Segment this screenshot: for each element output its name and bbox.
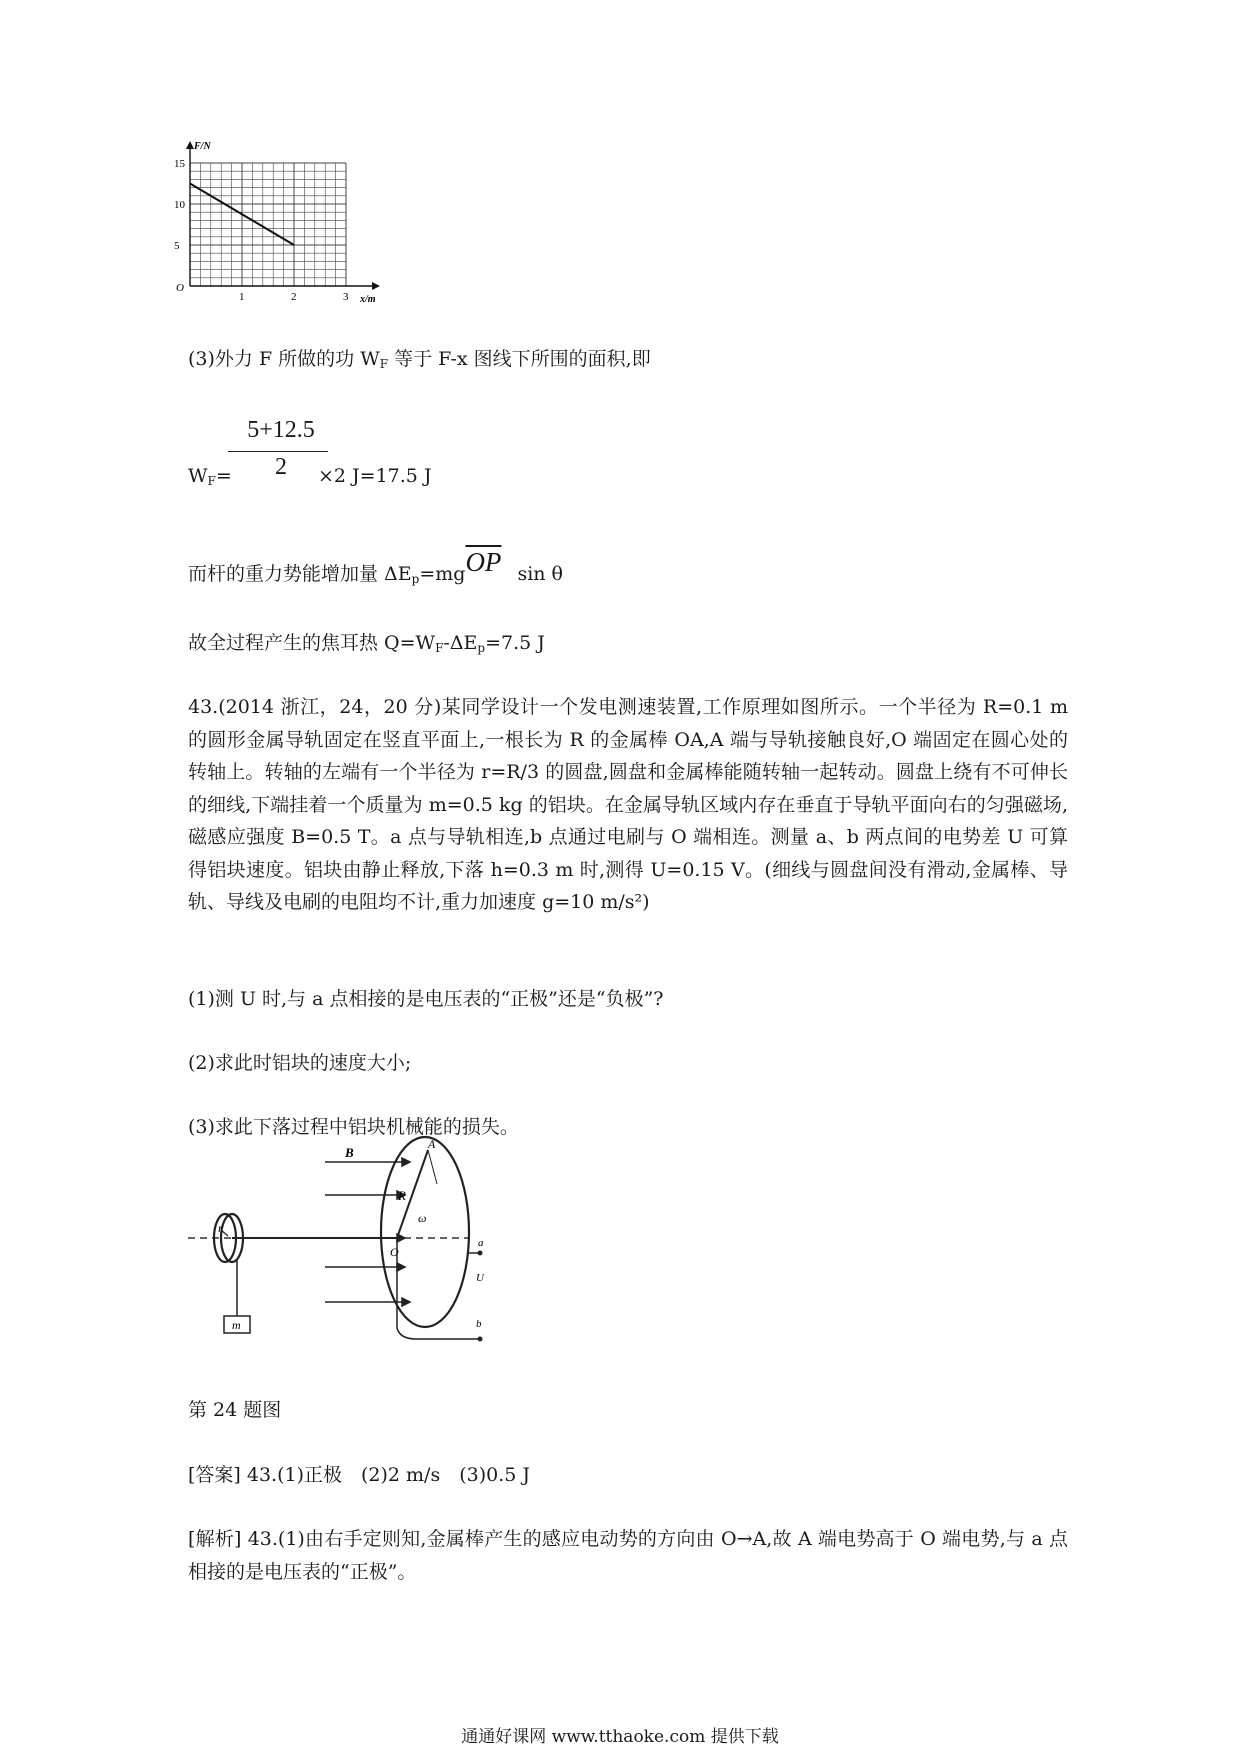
label-b: b bbox=[476, 1318, 482, 1330]
fraction-numerator: 5+12.5 bbox=[247, 417, 315, 443]
label-r: r bbox=[218, 1221, 223, 1235]
x-axis-label: x/m bbox=[360, 294, 376, 305]
y-axis-arrow bbox=[186, 141, 194, 149]
x-axis-arrow bbox=[372, 282, 380, 290]
answer-line: [答案] 43.(1)正极 (2)2 m/s (3)0.5 J bbox=[188, 1464, 530, 1486]
y-tick-label: 10 bbox=[174, 199, 185, 211]
y-axis-label: F/N bbox=[194, 141, 211, 152]
problem-43-stem: 43.(2014 浙江，24，20 分)某同学设计一个发电测速装置,工作原理如图所示。一个半径为 R=0.1 m 的圆形金属导轨固定在竖直平面上,一根长为 R 的金属棒 OA,A 端与导轨接触良好,O 端固定在圆心处的转轴上。转轴的左端有一个半径为 r=R/3 的圆盘,圆盘和金属棒能随转轴一起转动。圆盘上绕有不可伸长的细线,下端挂着一个质量为 m=0.5 kg 的铝块。在金属导轨区域内存在垂直于导轨平面向右的匀强磁场,磁感应强度 B=0.5 T。a 点与导轨相连,b 点通过电刷与 O 端相连。测量 a、b 两点间的电势差 U 可算得铝块速度。铝块由静止释放,下落 h=0.3 m 时,测得 U=0.15 V。(细线与圆盘间没有滑动,金属棒、导轨、导线及电刷的电阻均不计,重力加速度 g=10 m/s²) bbox=[188, 696, 1068, 913]
label-O: O bbox=[390, 1245, 399, 1259]
question-3: (3)求此下落过程中铝块机械能的损失。 bbox=[188, 1116, 519, 1138]
part3-intro: (3)外力 F 所做的功 WF 等于 F-x 图线下所围的面积,即 bbox=[188, 348, 651, 371]
figure-caption: 第 24 题图 bbox=[188, 1399, 282, 1421]
label-U: U bbox=[476, 1272, 484, 1284]
label-m: m bbox=[232, 1318, 241, 1332]
question-1: (1)测 U 时,与 a 点相接的是电压表的“正极”还是“负极”? bbox=[188, 988, 664, 1010]
origin-label: O bbox=[176, 282, 184, 294]
chart-grid bbox=[190, 163, 346, 286]
op-overline: $\overline{OP}$ bbox=[465, 547, 502, 577]
label-B: B bbox=[345, 1145, 354, 1160]
label-omega: ω bbox=[418, 1211, 427, 1225]
fraction-bar bbox=[228, 451, 328, 452]
circular-rail bbox=[381, 1137, 469, 1327]
joule-heat-line: 故全过程产生的焦耳热 Q=WF-ΔEp=7.5 J bbox=[188, 632, 545, 655]
generator-apparatus-figure bbox=[180, 1137, 500, 1380]
fraction-denominator: 2 bbox=[275, 454, 287, 480]
page-footer: 通通好课网 www.tthaoke.com 提供下载 bbox=[461, 1727, 779, 1747]
wf-label: WF= bbox=[188, 465, 232, 488]
label-R: R bbox=[398, 1188, 406, 1203]
y-tick-label: 5 bbox=[174, 240, 180, 252]
ep-line: 而杆的重力势能增加量 $\Delta Ep=mg\overline{OP}$ sin θ bbox=[188, 547, 563, 586]
label-A: A bbox=[428, 1137, 436, 1151]
wf-result: ×2 J=17.5 J bbox=[318, 465, 432, 487]
label-a: a bbox=[478, 1237, 484, 1249]
force-displacement-chart bbox=[160, 140, 410, 315]
x-tick-label: 1 bbox=[239, 291, 245, 303]
x-tick-label: 3 bbox=[343, 291, 349, 303]
y-tick-label: 15 bbox=[174, 158, 185, 170]
analysis-paragraph: [解析] 43.(1)由右手定则知,金属棒产生的感应电动势的方向由 O→A,故 A 端电势高于 O 端电势,与 a 点相接的是电压表的“正极”。 bbox=[188, 1528, 1068, 1583]
question-2: (2)求此时铝块的速度大小; bbox=[188, 1052, 412, 1074]
x-tick-label: 2 bbox=[291, 291, 297, 303]
